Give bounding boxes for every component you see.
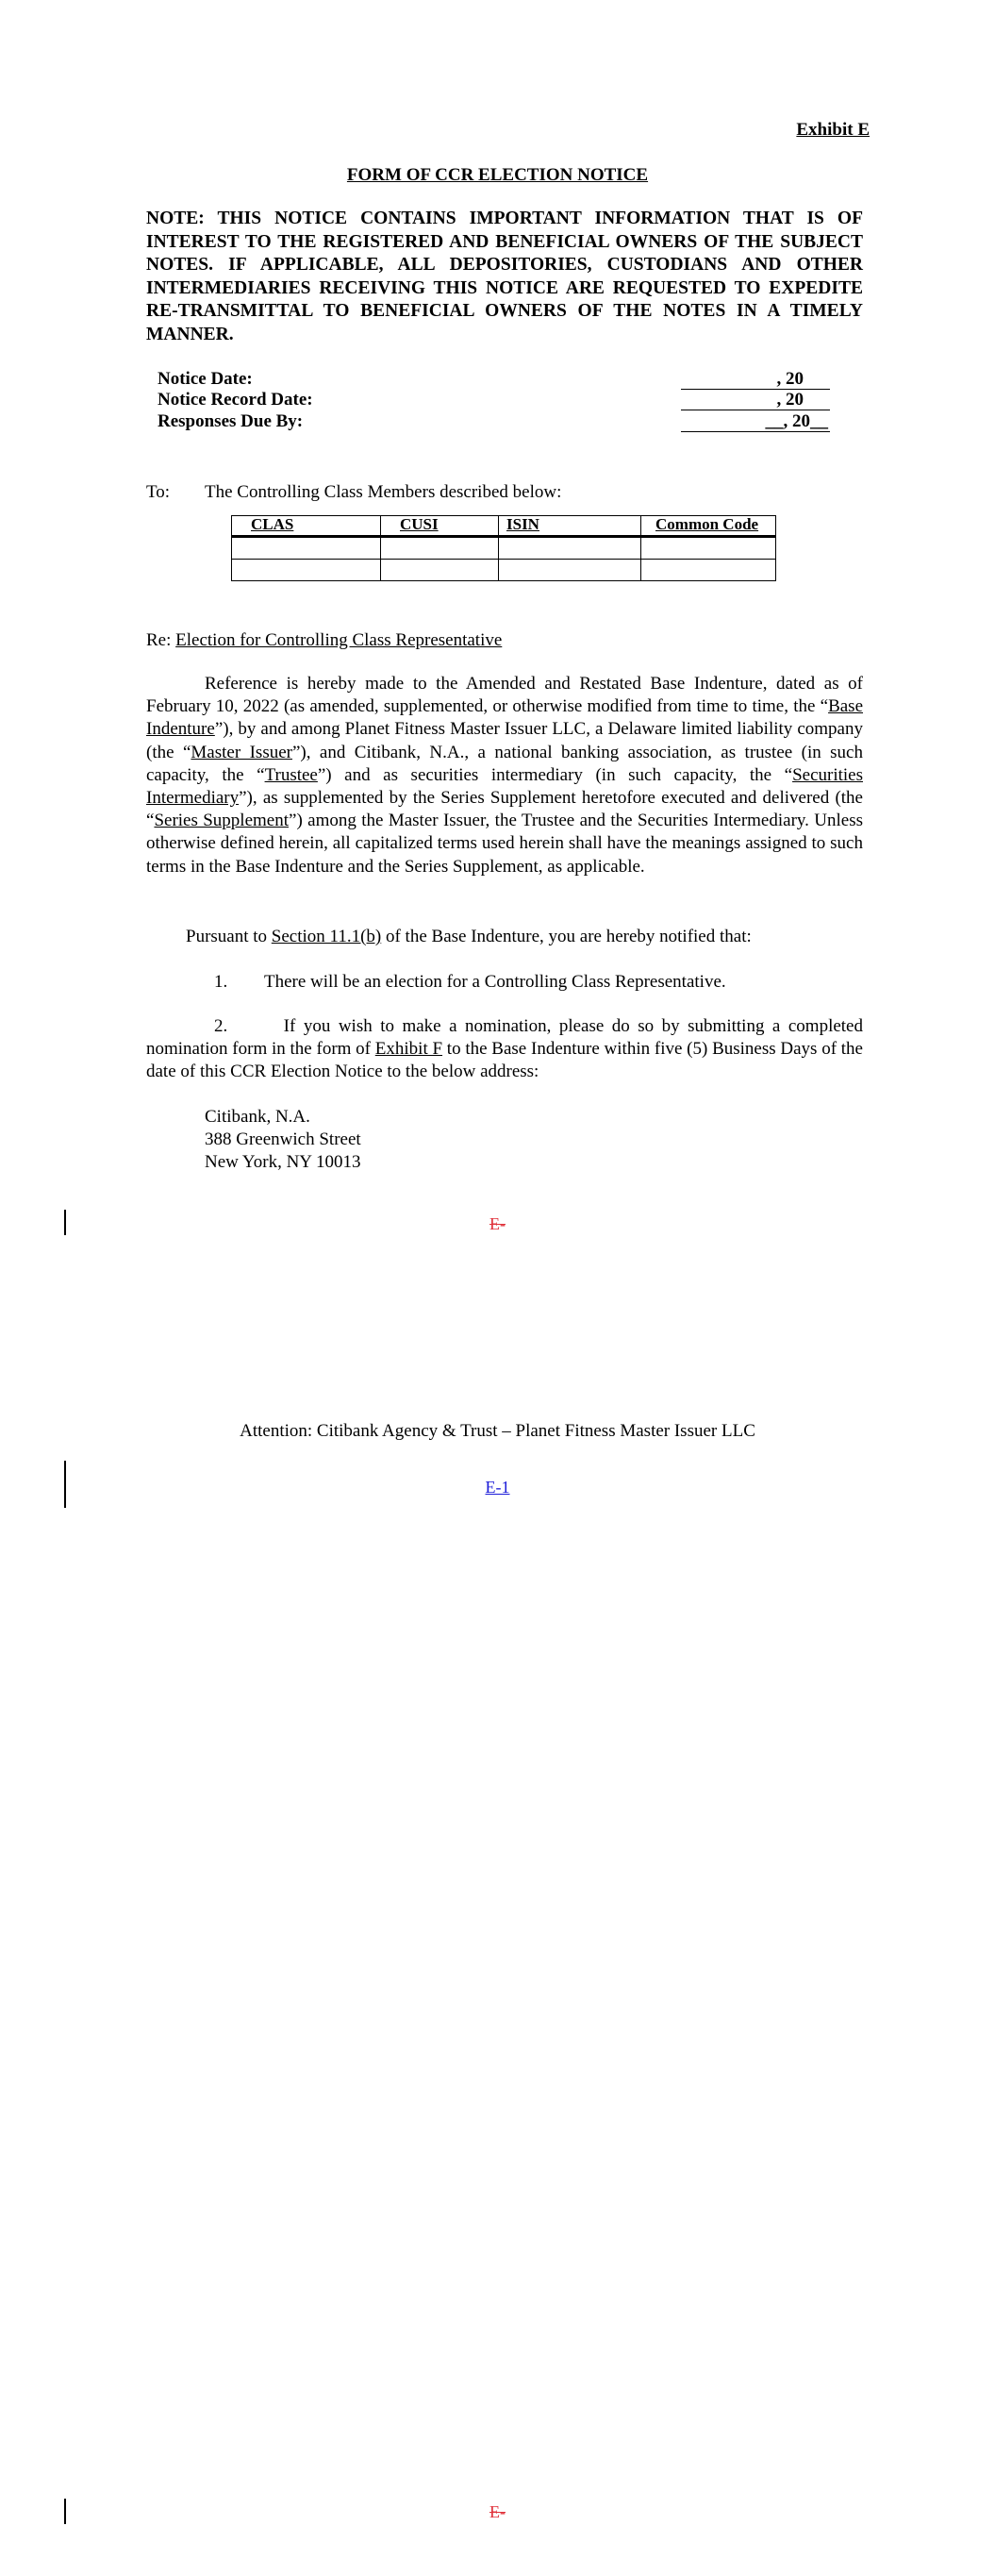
change-bar [64,1210,66,1235]
term-securities-intermediary: Securities Intermediary [146,764,863,809]
controlling-class-table [231,515,776,581]
item-1-text: There will be an election for a Controlling Class Representative. [264,972,726,992]
table-row [232,560,776,581]
change-bar [64,1461,66,1508]
pursuant-line: Pursuant to Section 11.1(b) of the Base Indenture, you are hereby notified that: [186,927,752,946]
address-line-1: Citibank, N.A. [205,1107,310,1127]
table-row [232,537,776,560]
responses-due-label: Responses Due By: [158,411,304,431]
attention-line: Attention: Citibank Agency & Trust – Planet Fitness Master Issuer LLC [240,1421,755,1441]
re-line [146,629,502,652]
notice-date-label: Notice Date: [158,369,253,389]
exhibit-f-reference: Exhibit F [374,1039,443,1059]
term-master-issuer: Master Issuer [191,742,292,762]
term-base-indenture: Base Indenture [146,696,863,740]
deleted-page-mark: E- [489,1214,506,1233]
header-cusi: CUSI [381,516,499,537]
change-bar [64,2499,66,2524]
deleted-page-mark-bottom: E- [489,2502,506,2521]
important-notice: NOTE: THIS NOTICE CONTAINS IMPORTANT INFORMATION THAT IS OF INTEREST TO THE REGISTERED AND BENEFICIAL OWNERS OF THE SUBJECT NOTES. IF APPLICABLE, ALL DEPOSITORIES, CUSTODIANS AND OTHER INTERMEDIARIES RECEIVING THIS NOTICE ARE REQUESTED TO EXPEDITE RE-TRANSMITTAL TO BENEFICIAL OWNERS OF THE NOTES IN A TIMELY MANNER. [146,209,863,344]
mailing-address [205,1106,361,1174]
page-number: E-1 [485,1478,510,1497]
notice-date-value: , 20 [681,369,830,390]
document-title: FORM OF CCR ELECTION NOTICE [346,165,649,185]
reference-paragraph: Reference is hereby made to the Amended and Restated Base Indenture, dated as of February 10, 2022 (as amended, supplemented, or otherwise modified from time to time, the “Base Indenture”), by and among Planet Fitness Master Issuer LLC, a Delaware limited liability company (the “Master Issuer”), and Citibank, N.A., a national banking association, as trustee (in such capacity, the “Trustee”) and as securities intermediary (in such capacity, the “Securities Intermediary”), as supplemented by the Series Supplement heretofore executed and delivered (the “Series Supplement”) among the Master Issuer, the Trustee and the Securities Intermediary. Unless otherwise defined herein, all capitalized terms used herein shall have the meanings assigned to such terms in the Base Indenture and the Series Supplement, as applicable. [146,674,864,877]
term-series-supplement: Series Supplement [154,811,290,831]
header-isin: ISIN [499,516,641,537]
re-subject: Election for Controlling Class Representative [175,630,503,650]
responses-due-value: __, 20__ [681,411,830,432]
table-header-row [232,516,776,537]
notice-record-date-label: Notice Record Date: [158,390,313,410]
item-2-paragraph: 2. If you wish to make a nomination, please do so by submitting a completed nomination form in the form of Exhibit F to the Base Indenture within five (5) Business Days of the date of this CCR Election Notice to the below address: [146,1016,868,1081]
to-label: To: [146,482,171,502]
header-clas: CLAS [232,516,381,537]
address-line-3: New York, NY 10013 [205,1152,361,1172]
term-trustee: Trustee [264,764,318,785]
header-common-code: Common Code [641,516,776,537]
re-prefix: Re: [146,630,176,650]
notice-record-date-value: , 20 [681,390,830,410]
address-line-2: 388 Greenwich Street [205,1129,361,1149]
to-recipients: The Controlling Class Members described below: [205,482,562,502]
section-reference: Section 11.1(b) [271,927,382,946]
exhibit-label: Exhibit E [796,120,870,140]
item-1-number: 1. [214,972,228,992]
